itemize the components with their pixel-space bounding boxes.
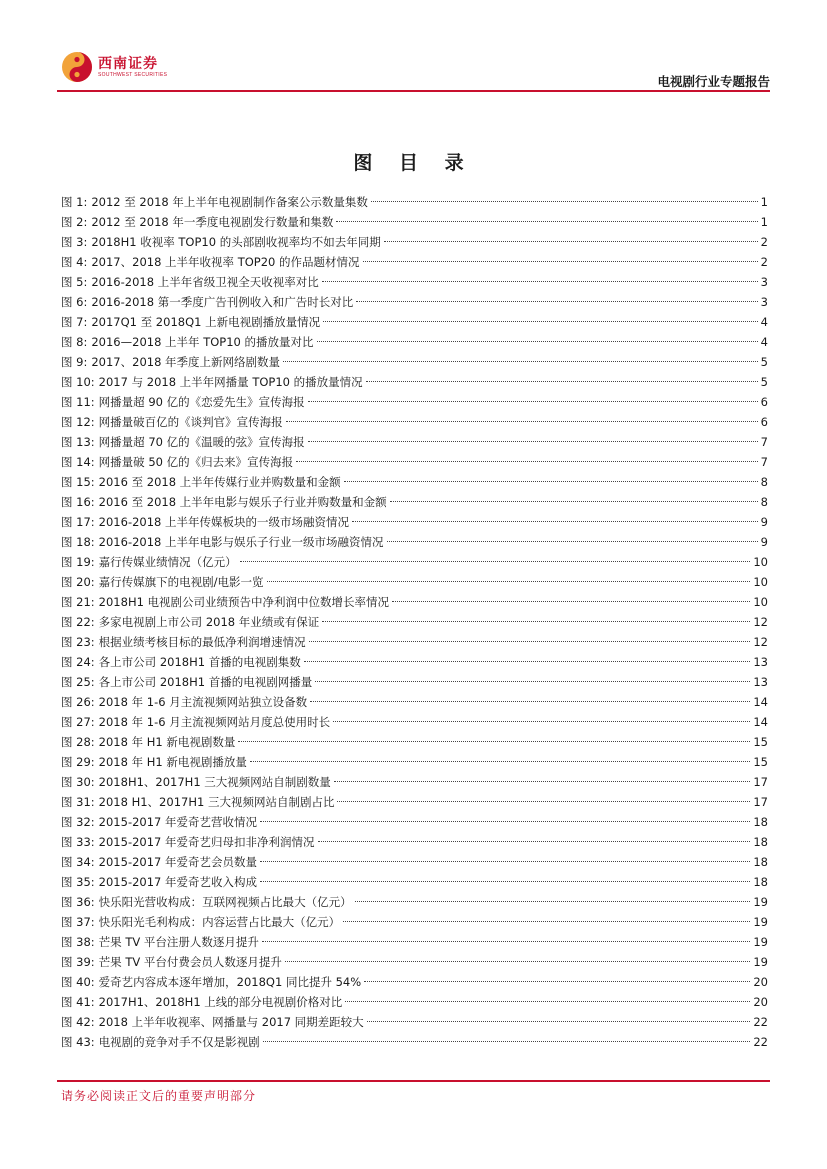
- toc-entry-page: 4: [760, 315, 768, 329]
- toc-entry[interactable]: [61, 852, 768, 872]
- toc-entry-title: 嘉行传媒旗下的电视剧/电影一览: [98, 575, 264, 589]
- toc-entry-title: 2016 至 2018 上半年电影与娱乐子行业并购数量和金额: [98, 495, 387, 509]
- toc-dot-leader: [336, 221, 757, 222]
- toc-entry[interactable]: [61, 252, 768, 272]
- toc-entry-title: 网播量超 70 亿的《温暖的弦》宣传海报: [98, 435, 305, 449]
- toc-entry-page: 1: [760, 215, 768, 229]
- toc-entry-label: 图 25:: [61, 675, 95, 689]
- toc-entry-label: 图 9:: [61, 355, 88, 369]
- toc-heading: 图 目 录: [353, 152, 474, 174]
- toc-entry-page: 7: [760, 435, 768, 449]
- toc-entry-label: 图 38:: [61, 935, 95, 949]
- toc-dot-leader: [345, 1001, 750, 1002]
- toc-entry-page: 13: [753, 675, 768, 689]
- toc-entry-page: 8: [760, 475, 768, 489]
- toc-dot-leader: [308, 441, 758, 442]
- toc-entry[interactable]: [61, 612, 768, 632]
- toc-entry-page: 15: [753, 735, 768, 749]
- toc-entry-page: 2: [760, 255, 768, 269]
- toc-entry-title: 2015-2017 年爱奇艺收入构成: [98, 875, 258, 889]
- brand-name-en: SOUTHWEST SECURITIES: [98, 72, 168, 78]
- toc-entry-label: 图 39:: [61, 955, 95, 969]
- toc-entry[interactable]: [61, 352, 768, 372]
- toc-entry-page: 19: [753, 915, 768, 929]
- toc-entry-title: 2016-2018 第一季度广告刊例收入和广告时长对比: [91, 295, 354, 309]
- toc-entry[interactable]: [61, 672, 768, 692]
- toc-entry-page: 12: [753, 635, 768, 649]
- toc-entry-page: 9: [760, 515, 768, 529]
- toc-entry-label: 图 35:: [61, 875, 95, 889]
- toc-entry-title: 多家电视剧上市公司 2018 年业绩或有保证: [98, 615, 320, 629]
- toc-entry-page: 10: [753, 575, 768, 589]
- toc-entry[interactable]: [61, 912, 768, 932]
- toc-dot-leader: [322, 281, 758, 282]
- brand-name-cn: 西南证券: [98, 56, 158, 72]
- toc-entry[interactable]: [61, 652, 768, 672]
- toc-dot-leader: [384, 241, 758, 242]
- toc-entry[interactable]: [61, 792, 768, 812]
- toc-entry-title: 网播量破 50 亿的《归去来》宣传海报: [98, 455, 294, 469]
- toc-entry-page: 7: [760, 455, 768, 469]
- toc-entry-title: 2018H1、2017H1 三大视频网站自制剧数量: [98, 775, 331, 789]
- toc-entry-title: 电视剧的竞争对手不仅是影视剧: [98, 1035, 260, 1049]
- toc-dot-leader: [310, 701, 750, 702]
- toc-entry[interactable]: [61, 972, 768, 992]
- toc-dot-leader: [366, 381, 758, 382]
- toc-dot-leader: [355, 901, 751, 902]
- toc-dot-leader: [317, 341, 758, 342]
- toc-dot-leader: [392, 601, 750, 602]
- toc-entry-title: 网播量超 90 亿的《恋爱先生》宣传海报: [98, 395, 305, 409]
- toc-entry-label: 图 21:: [61, 595, 95, 609]
- toc-entry-page: 14: [753, 715, 768, 729]
- toc-entry[interactable]: [61, 212, 768, 232]
- toc-dot-leader: [286, 421, 758, 422]
- toc-entry-title: 2018 年 1-6 月主流视频网站月度总使用时长: [98, 715, 331, 729]
- toc-entry-label: 图 12:: [61, 415, 95, 429]
- toc-dot-leader: [285, 961, 750, 962]
- toc-entry[interactable]: [61, 952, 768, 972]
- header-divider: [57, 90, 770, 92]
- toc-entry-label: 图 14:: [61, 455, 95, 469]
- toc-dot-leader: [356, 301, 757, 302]
- brand-logo: [60, 48, 170, 84]
- toc-entry-title: 2016-2018 上半年省级卫视全天收视率对比: [91, 275, 319, 289]
- toc-dot-leader: [250, 761, 750, 762]
- report-title: 电视剧行业专题报告: [657, 74, 770, 89]
- toc-entry-label: 图 40:: [61, 975, 95, 989]
- toc-entry-label: 图 31:: [61, 795, 95, 809]
- toc-dot-leader: [334, 781, 751, 782]
- toc-entry-title: 2017 与 2018 上半年网播量 TOP10 的播放量情况: [98, 375, 363, 389]
- toc-dot-leader: [333, 721, 750, 722]
- toc-dot-leader: [238, 741, 750, 742]
- toc-entry-label: 图 11:: [61, 395, 95, 409]
- toc-entry[interactable]: [61, 692, 768, 712]
- toc-dot-leader: [337, 801, 750, 802]
- toc-entry-label: 图 29:: [61, 755, 95, 769]
- toc-dot-leader: [387, 541, 758, 542]
- toc-entry[interactable]: [61, 412, 768, 432]
- toc-entry-label: 图 26:: [61, 695, 95, 709]
- toc-entry-label: 图 37:: [61, 915, 95, 929]
- toc-entry-page: 20: [753, 995, 768, 1009]
- toc-entry-title: 2018H1 收视率 TOP10 的头部剧收视率均不如去年同期: [91, 235, 381, 249]
- toc-dot-leader: [352, 521, 758, 522]
- toc-entry-title: 2018 上半年收视率、网播量与 2017 同期差距较大: [98, 1015, 364, 1029]
- toc-dot-leader: [260, 821, 750, 822]
- toc-dot-leader: [263, 1041, 751, 1042]
- toc-entry-page: 4: [760, 335, 768, 349]
- toc-entry-page: 18: [753, 815, 768, 829]
- toc-entry[interactable]: [61, 552, 768, 572]
- toc-dot-leader: [309, 641, 751, 642]
- toc-dot-leader: [344, 481, 758, 482]
- toc-entry-label: 图 19:: [61, 555, 95, 569]
- toc-entry-title: 2018H1 电视剧公司业绩预告中净利润中位数增长率情况: [98, 595, 390, 609]
- toc-dot-leader: [262, 941, 750, 942]
- toc-entry-title: 网播量破百亿的《谈判官》宣传海报: [98, 415, 283, 429]
- swirl-logo-icon: [60, 50, 94, 84]
- toc-dot-leader: [267, 581, 751, 582]
- toc-entry-title: 2018 H1、2017H1 三大视频网站自制剧占比: [98, 795, 335, 809]
- toc-entry-title: 根据业绩考核目标的最低净利润增速情况: [98, 635, 306, 649]
- toc-entry-page: 14: [753, 695, 768, 709]
- toc-entry-title: 芒果 TV 平台付费会员人数逐月提升: [98, 955, 282, 969]
- toc-entry[interactable]: [61, 712, 768, 732]
- toc-dot-leader: [260, 881, 750, 882]
- figure-toc-list: [61, 192, 768, 1052]
- toc-entry-title: 2015-2017 年爱奇艺营收情况: [98, 815, 258, 829]
- toc-entry-page: 8: [760, 495, 768, 509]
- footer-disclaimer: 请务必阅读正文后的重要声明部分: [61, 1089, 257, 1103]
- toc-entry[interactable]: [61, 872, 768, 892]
- toc-entry-label: 图 28:: [61, 735, 95, 749]
- toc-entry-title: 快乐阳光营收构成：互联网视频占比最大（亿元）: [98, 895, 352, 909]
- toc-entry[interactable]: [61, 332, 768, 352]
- toc-entry-page: 10: [753, 555, 768, 569]
- toc-entry-label: 图 4:: [61, 255, 88, 269]
- toc-entry-page: 22: [753, 1015, 768, 1029]
- toc-dot-leader: [390, 501, 758, 502]
- toc-entry-label: 图 22:: [61, 615, 95, 629]
- toc-entry-title: 2018 年 H1 新电视剧数量: [98, 735, 236, 749]
- footer-divider: [57, 1080, 770, 1082]
- toc-entry-label: 图 10:: [61, 375, 95, 389]
- toc-dot-leader: [304, 661, 751, 662]
- toc-entry-page: 3: [760, 295, 768, 309]
- toc-entry-page: 1: [760, 195, 768, 209]
- toc-entry-title: 2018 年 H1 新电视剧播放量: [98, 755, 247, 769]
- toc-entry[interactable]: [61, 632, 768, 652]
- toc-entry-title: 2016-2018 上半年传媒板块的一级市场融资情况: [98, 515, 350, 529]
- toc-entry-page: 18: [753, 855, 768, 869]
- toc-entry[interactable]: [61, 312, 768, 332]
- toc-entry-page: 12: [753, 615, 768, 629]
- toc-entry[interactable]: [61, 532, 768, 552]
- toc-entry-title: 2015-2017 年爱奇艺会员数量: [98, 855, 258, 869]
- toc-dot-leader: [371, 201, 758, 202]
- toc-entry-title: 2012 至 2018 年一季度电视剧发行数量和集数: [91, 215, 334, 229]
- toc-entry-label: 图 20:: [61, 575, 95, 589]
- toc-entry-label: 图 18:: [61, 535, 95, 549]
- toc-entry-label: 图 2:: [61, 215, 88, 229]
- toc-dot-leader: [323, 321, 758, 322]
- toc-entry-page: 13: [753, 655, 768, 669]
- toc-entry[interactable]: [61, 732, 768, 752]
- toc-entry[interactable]: [61, 832, 768, 852]
- toc-entry[interactable]: [61, 1012, 768, 1032]
- toc-entry-title: 芒果 TV 平台注册人数逐月提升: [98, 935, 259, 949]
- toc-entry-page: 5: [760, 375, 768, 389]
- toc-entry-label: 图 7:: [61, 315, 88, 329]
- toc-entry-label: 图 41:: [61, 995, 95, 1009]
- toc-entry-title: 2012 至 2018 年上半年电视剧制作备案公示数量集数: [91, 195, 368, 209]
- toc-dot-leader: [308, 401, 758, 402]
- toc-entry-title: 2017Q1 至 2018Q1 上新电视剧播放量情况: [91, 315, 321, 329]
- toc-entry-title: 各上市公司 2018H1 首播的电视剧网播量: [98, 675, 313, 689]
- toc-entry-label: 图 16:: [61, 495, 95, 509]
- toc-entry-title: 2015-2017 年爱奇艺归母扣非净利润情况: [98, 835, 315, 849]
- toc-entry-title: 2017、2018 上半年收视率 TOP20 的作品题材情况: [91, 255, 360, 269]
- toc-entry-page: 20: [753, 975, 768, 989]
- toc-entry-label: 图 6:: [61, 295, 88, 309]
- page-header: [57, 48, 770, 94]
- toc-entry-label: 图 33:: [61, 835, 95, 849]
- toc-entry-label: 图 15:: [61, 475, 95, 489]
- toc-dot-leader: [322, 621, 750, 622]
- toc-entry-page: 6: [760, 395, 768, 409]
- toc-entry-page: 6: [760, 415, 768, 429]
- toc-dot-leader: [363, 261, 758, 262]
- toc-entry-label: 图 3:: [61, 235, 88, 249]
- toc-entry-title: 2017、2018 年季度上新网络剧数量: [91, 355, 281, 369]
- toc-dot-leader: [343, 921, 750, 922]
- toc-entry-label: 图 8:: [61, 335, 88, 349]
- toc-entry[interactable]: [61, 1032, 768, 1052]
- toc-entry-label: 图 30:: [61, 775, 95, 789]
- toc-entry-page: 22: [753, 1035, 768, 1049]
- toc-entry-page: 2: [760, 235, 768, 249]
- toc-entry[interactable]: [61, 272, 768, 292]
- toc-entry-label: 图 32:: [61, 815, 95, 829]
- toc-entry[interactable]: [61, 932, 768, 952]
- toc-entry-page: 5: [760, 355, 768, 369]
- toc-entry-page: 10: [753, 595, 768, 609]
- toc-entry[interactable]: [61, 192, 768, 212]
- toc-entry[interactable]: [61, 392, 768, 412]
- toc-entry-title: 嘉行传媒业绩情况（亿元）: [98, 555, 237, 569]
- toc-entry-page: 19: [753, 955, 768, 969]
- toc-entry[interactable]: [61, 812, 768, 832]
- toc-dot-leader: [260, 861, 750, 862]
- toc-entry[interactable]: [61, 772, 768, 792]
- toc-entry-label: 图 5:: [61, 275, 88, 289]
- toc-entry-page: 15: [753, 755, 768, 769]
- toc-entry-title: 2016 至 2018 上半年传媒行业并购数量和金额: [98, 475, 341, 489]
- toc-entry-title: 快乐阳光毛利构成：内容运营占比最大（亿元）: [98, 915, 341, 929]
- toc-dot-leader: [364, 981, 750, 982]
- toc-entry[interactable]: [61, 892, 768, 912]
- toc-entry-page: 19: [753, 935, 768, 949]
- toc-entry[interactable]: [61, 452, 768, 472]
- toc-dot-leader: [296, 461, 758, 462]
- toc-dot-leader: [283, 361, 758, 362]
- toc-dot-leader: [315, 681, 750, 682]
- toc-entry[interactable]: [61, 372, 768, 392]
- toc-entry-title: 爱奇艺内容成本逐年增加，2018Q1 同比提升 54%: [98, 975, 362, 989]
- toc-entry-page: 17: [753, 775, 768, 789]
- toc-entry-label: 图 24:: [61, 655, 95, 669]
- toc-entry[interactable]: [61, 592, 768, 612]
- toc-entry[interactable]: [61, 752, 768, 772]
- toc-entry[interactable]: [61, 472, 768, 492]
- toc-entry-page: 19: [753, 895, 768, 909]
- toc-entry-label: 图 23:: [61, 635, 95, 649]
- toc-entry-title: 2017H1、2018H1 上线的部分电视剧价格对比: [98, 995, 343, 1009]
- toc-entry[interactable]: [61, 512, 768, 532]
- toc-entry-title: 2018 年 1-6 月主流视频网站独立设备数: [98, 695, 308, 709]
- toc-dot-leader: [367, 1021, 751, 1022]
- toc-entry[interactable]: [61, 992, 768, 1012]
- toc-entry-label: 图 1:: [61, 195, 88, 209]
- toc-entry-page: 3: [760, 275, 768, 289]
- toc-entry[interactable]: [61, 572, 768, 592]
- toc-entry-page: 17: [753, 795, 768, 809]
- toc-dot-leader: [240, 561, 751, 562]
- toc-entry-label: 图 13:: [61, 435, 95, 449]
- toc-entry-label: 图 34:: [61, 855, 95, 869]
- toc-entry-title: 2016-2018 上半年电影与娱乐子行业一级市场融资情况: [98, 535, 384, 549]
- toc-entry-page: 18: [753, 875, 768, 889]
- toc-entry-label: 图 42:: [61, 1015, 95, 1029]
- toc-entry[interactable]: [61, 292, 768, 312]
- toc-entry-title: 2016—2018 上半年 TOP10 的播放量对比: [91, 335, 314, 349]
- toc-dot-leader: [318, 841, 751, 842]
- toc-entry[interactable]: [61, 432, 768, 452]
- toc-entry-label: 图 36:: [61, 895, 95, 909]
- toc-entry[interactable]: [61, 492, 768, 512]
- toc-entry-label: 图 43:: [61, 1035, 95, 1049]
- toc-entry[interactable]: [61, 232, 768, 252]
- toc-entry-label: 图 27:: [61, 715, 95, 729]
- toc-entry-label: 图 17:: [61, 515, 95, 529]
- toc-entry-title: 各上市公司 2018H1 首播的电视剧集数: [98, 655, 301, 669]
- toc-entry-page: 18: [753, 835, 768, 849]
- toc-entry-page: 9: [760, 535, 768, 549]
